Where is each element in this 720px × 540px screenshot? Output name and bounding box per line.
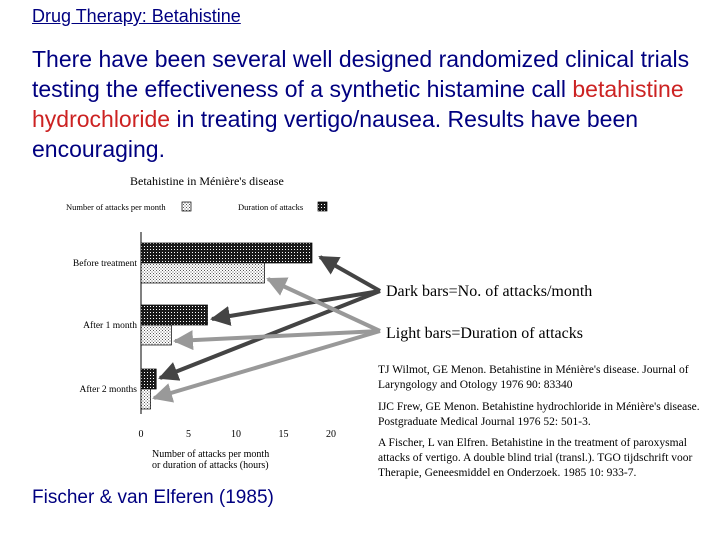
bar-duration-2 [141, 389, 151, 409]
reference-1: TJ Wilmot, GE Menon. Betahistine in Ménière's disease. Journal of Laryngology and Otology 1976 90: 83340 [378, 364, 689, 391]
x-axis-ticks [139, 429, 337, 440]
x-tick-label-0: 0 [138, 429, 144, 440]
x-tick-label-3: 15 [278, 429, 289, 440]
dark-bars-note: Dark bars=No. of attacks/month [386, 283, 593, 300]
x-axis-label-line2: or duration of attacks (hours) [152, 460, 269, 471]
light-bars-note: Light bars=Duration of attacks [386, 325, 583, 342]
bar-duration-1 [141, 325, 171, 345]
intro-highlight: betahistine hydrochloride [32, 76, 684, 132]
bar-attacks-0 [141, 243, 312, 263]
bar-attacks-1 [141, 305, 208, 325]
legend-label-light: Duration of attacks [238, 202, 304, 212]
legend-swatch-dark [318, 202, 327, 211]
reference-2: IJC Frew, GE Menon. Betahistine hydrochloride in Ménière's disease. Postgraduate Medical Journal 1976 52: 501-3. [378, 401, 700, 428]
legend-label-dark: Number of attacks per month [66, 202, 166, 212]
bar-attacks-2 [141, 369, 156, 389]
category-label-2: After 2 months [79, 385, 137, 395]
legend-swatch-light [182, 202, 191, 211]
figure-caption: Fischer & van Elferen (1985) [32, 487, 274, 508]
slide-title: Drug Therapy: Betahistine [32, 6, 241, 26]
chart-title: Betahistine in Ménière's disease [130, 174, 284, 188]
category-label-0: Before treatment [72, 259, 137, 269]
x-tick-label-4: 20 [326, 429, 336, 440]
arrow-dark-to-before [320, 257, 380, 291]
x-tick-label-2: 10 [231, 429, 241, 440]
category-label-1: After 1 month [83, 321, 137, 331]
bar-duration-0 [141, 263, 265, 283]
arrow-dark-to-month1 [212, 291, 380, 319]
x-tick-label-1: 5 [186, 429, 191, 440]
intro-text-before: There have been several well designed randomized clinical trials testing the effectiveness of a synthetic histamine call [32, 46, 690, 102]
reference-3: A Fischer, L van Elfren. Betahistine in the treatment of paroxysmal attacks of vertigo. A double blind trial (transl.). TGO tijdschrift voor Therapie, Geneesmiddel en Onderzoek. 1985 10: 933-7. [378, 437, 693, 479]
x-axis-label-line1: Number of attacks per month [152, 449, 270, 460]
category-labels [73, 258, 137, 395]
intro-text-after: in treating vertigo/nausea. Results have been encouraging. [32, 106, 639, 162]
